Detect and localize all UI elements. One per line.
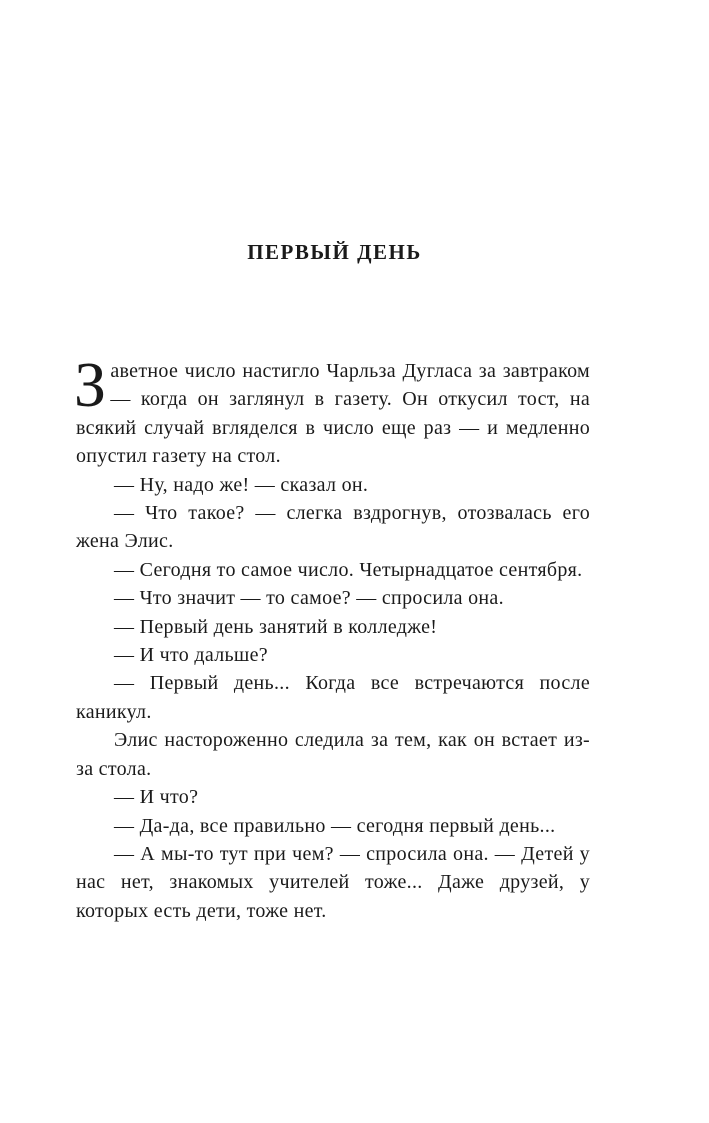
paragraph: — И что дальше? (114, 644, 268, 667)
paragraph: — Сегодня то самое число. Четырнадцатое сентября. (114, 558, 583, 581)
paragraph: — Да-да, все правильно — сегодня первый день... (114, 814, 556, 837)
paragraph: — Первый день занятий в колледже! (114, 615, 438, 638)
drop-cap: З (74, 349, 107, 420)
paragraph (74, 349, 590, 471)
paragraph: — Что значит — то самое? — спросила она. (114, 587, 504, 610)
chapter-title: ПЕРВЫЙ ДЕНЬ (247, 240, 422, 264)
paragraph: — А мы-то тут при чем? — спросила она. — Детей у нас нет, знакомых учителей тоже... Даже друзей, у которых есть дети, тоже нет. (76, 842, 590, 922)
paragraph: — И что? (114, 786, 199, 809)
paragraph: — Первый день... Когда все встречаются после каникул. (76, 672, 590, 723)
paragraph: — Ну, надо же! — сказал он. (114, 473, 369, 496)
paragraph-text: аветное число настигло Чарльза Дугласа за завтраком — когда он заглянул в газету. Он откусил тост, на всякий случай вгляделся в число еще раз — и медленно опустил газету на стол. (76, 360, 590, 468)
chapter-text (74, 349, 590, 925)
paragraph: — Что такое? — слегка вздрогнув, отозвалась его жена Элис. (76, 502, 590, 553)
paragraph: Элис настороженно следила за тем, как он встает из-за стола. (76, 729, 590, 780)
